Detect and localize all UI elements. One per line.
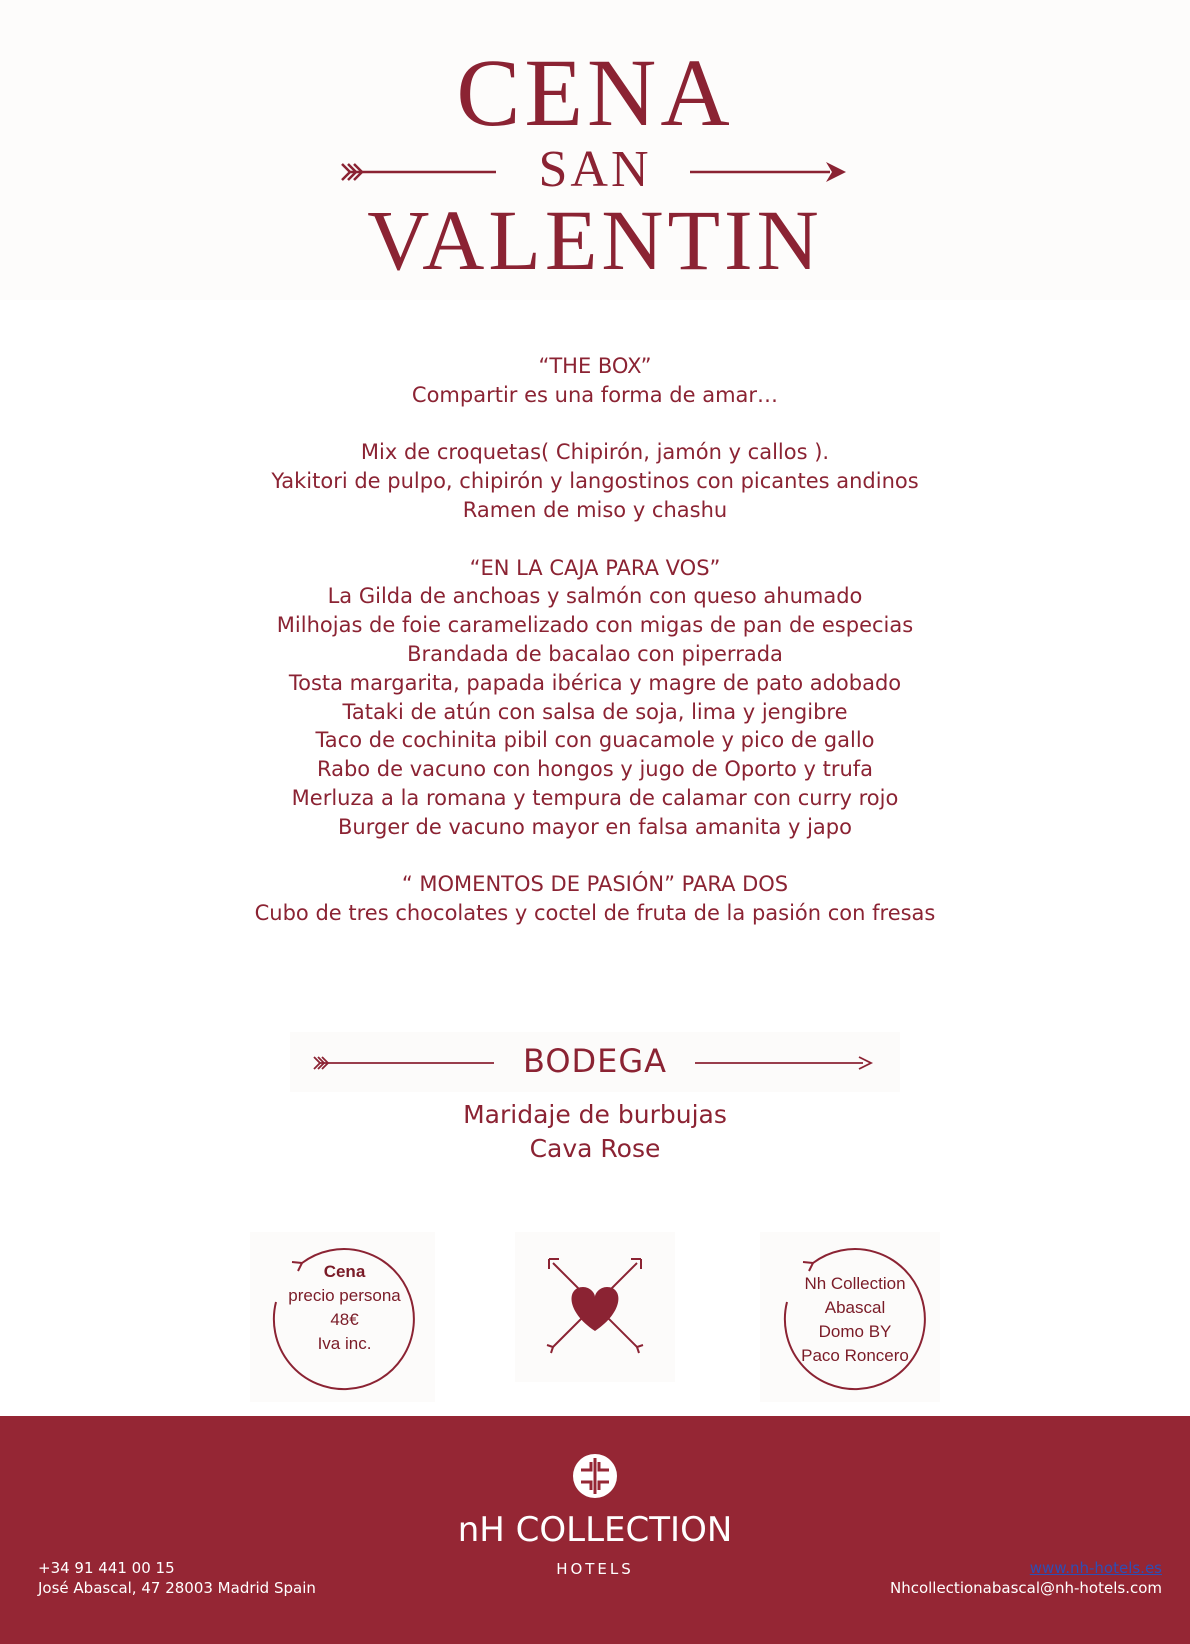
footer-email[interactable]: Nhcollectionabascal@nh-hotels.com (889, 1579, 1162, 1597)
heart-arrows-icon (545, 1255, 645, 1355)
arrow-left-icon (340, 160, 500, 184)
venue-badge-line: Abascal (824, 1298, 886, 1317)
menu-section-momentos: “ MOMENTOS DE PASIÓN” PARA DOS (401, 872, 789, 897)
menu-item: Rabo de vacuno con hongos y jugo de Oporto y trufa (316, 757, 874, 782)
title-valentin: VALENTIN (367, 192, 823, 288)
price-badge-title: Cena (323, 1262, 366, 1281)
arrow-right-icon (690, 160, 850, 184)
bodega-line-1: Maridaje de burbujas (463, 1100, 727, 1129)
title-san: SAN (538, 141, 652, 198)
footer-links (890, 1558, 1162, 1598)
menu-section-the-box: “THE BOX” (538, 354, 652, 378)
menu-item: Cubo de tres chocolates y coctel de fruta de la pasión con fresas (254, 901, 936, 926)
menu-item: Taco de cochinita pibil con guacamole y pico de gallo (315, 728, 875, 753)
menu-section-en-la-caja: “EN LA CAJA PARA VOS” (469, 555, 721, 580)
footer-brand-sub: HOTELS (556, 1560, 634, 1578)
bodega-title: BODEGA (522, 1042, 668, 1080)
menu-item: Tataki de atún con salsa de soja, lima y jengibre (342, 699, 848, 724)
website-link[interactable]: www.nh-hotels.es (1029, 1559, 1162, 1577)
price-badge-line: precio persona (288, 1286, 401, 1305)
price-badge-price: 48€ (330, 1310, 359, 1329)
menu-item: Merluza a la romana y tempura de calamar con curry rojo (291, 785, 899, 810)
menu-item: Ramen de miso y chashu (462, 497, 728, 522)
venue-badge-line: Paco Roncero (801, 1346, 909, 1365)
footer-contact (38, 1558, 316, 1598)
footer-address: José Abascal, 47 28003 Madrid Spain (38, 1579, 316, 1597)
venue-badge-line: Domo BY (818, 1322, 892, 1341)
bodega-line-2: Cava Rose (529, 1134, 661, 1163)
title-cena: CENA (456, 39, 734, 146)
footer-phone: +34 91 441 00 15 (38, 1559, 175, 1577)
price-badge-line: Iva inc. (317, 1334, 372, 1353)
venue-badge-text (780, 1272, 930, 1368)
nh-logo-icon (571, 1452, 619, 1500)
menu-item: Burger de vacuno mayor en falsa amanita y japo (338, 814, 852, 839)
menu-item: Milhojas de foie caramelizado con migas de pan de especias (276, 613, 914, 638)
menu-item: La Gilda de anchoas y salmón con queso ahumado (327, 584, 863, 609)
venue-badge-line: Nh Collection (804, 1274, 906, 1293)
menu-item: Brandada de bacalao con piperrada (407, 641, 783, 666)
menu-item: Mix de croquetas( Chipirón, jamón y callos ). (360, 440, 830, 465)
menu-item: Tosta margarita, papada ibérica y magre de pato adobado (288, 670, 902, 695)
price-badge-text (272, 1260, 417, 1356)
menu-list (0, 352, 1190, 928)
menu-tagline: Compartir es una forma de amar… (411, 382, 779, 407)
footer-brand: nH COLLECTION (457, 1510, 733, 1550)
menu-item: Yakitori de pulpo, chipirón y langostinos con picantes andinos (271, 469, 919, 494)
